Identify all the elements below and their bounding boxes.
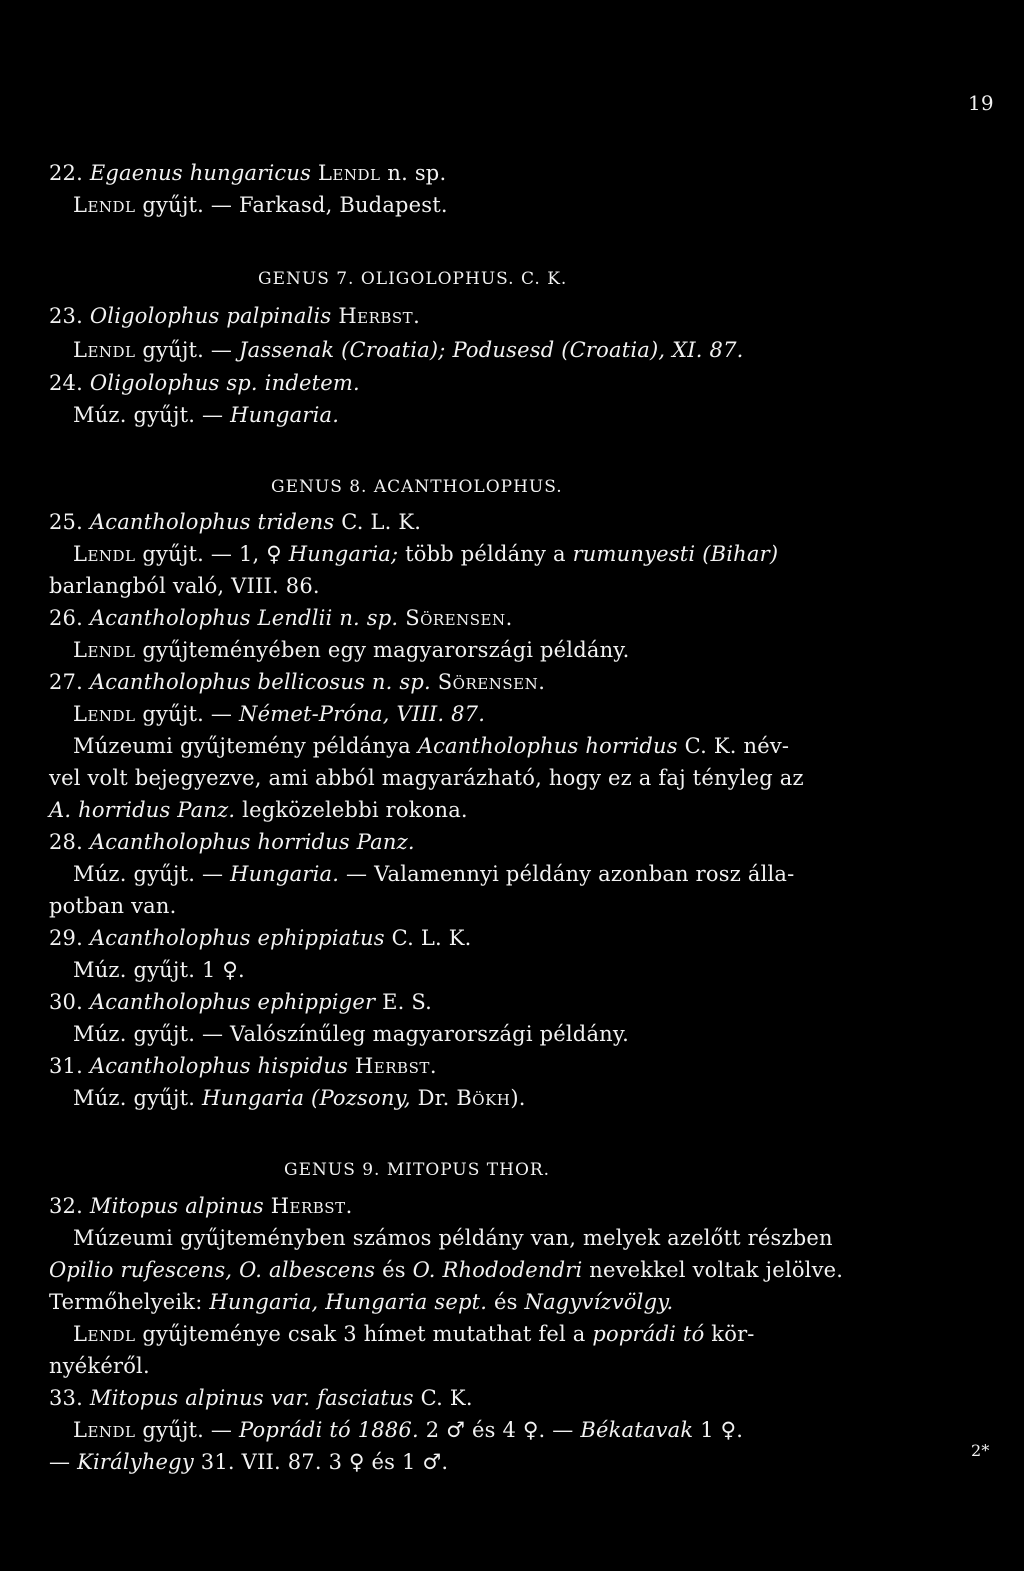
text-run: —	[49, 1450, 78, 1474]
text-run: Múz. gyűjt. 1 ♀.	[73, 958, 245, 982]
italic-run: Királyhegy	[77, 1450, 194, 1474]
text-run: gyűjt. —	[135, 338, 239, 362]
italic-run: Hungaria;	[288, 542, 399, 566]
entry-27-note-line3	[49, 797, 468, 823]
text-run: 33.	[49, 1386, 90, 1410]
italic-run: Egaenus hungaricus	[89, 161, 312, 185]
text-run: Múz. gyűjt. — Valószínűleg magyarországi példány.	[73, 1022, 630, 1046]
text-run: GENUS 9. MITOPUS THOR.	[284, 1160, 551, 1180]
italic-run: Acantholophus horridus	[417, 734, 678, 758]
italic-run: Acantholophus hispidus	[89, 1054, 349, 1078]
entry-33-collector	[73, 1417, 743, 1443]
entry-24-collector	[73, 402, 339, 428]
entry-30-title	[49, 989, 432, 1015]
entry-23-collector	[73, 337, 744, 363]
small-caps-run: Herbst.	[270, 1194, 353, 1218]
italic-run: Poprádi tó 1886.	[239, 1418, 419, 1442]
entry-29-collector	[73, 957, 245, 983]
entry-22-title	[49, 160, 446, 186]
text-run	[348, 1054, 355, 1078]
text-run: — Valamennyi példány azonban rosz álla-	[339, 862, 795, 886]
text-run: potban van.	[49, 894, 177, 918]
entry-31-title	[49, 1053, 437, 1079]
entry-32-title	[49, 1193, 353, 1219]
text-run: 25.	[49, 510, 90, 534]
text-run: Múz. gyűjt.	[73, 1086, 202, 1110]
text-run: E. S.	[375, 990, 433, 1014]
entry-27-title	[49, 669, 545, 695]
text-run: n. sp.	[380, 161, 447, 185]
italic-run: Hungaria.	[230, 403, 340, 427]
text-run: és	[375, 1258, 413, 1282]
text-run	[264, 1194, 271, 1218]
italic-run: Acantholophus ephippiatus	[89, 926, 385, 950]
italic-run: Hungaria, Hungaria sept.	[209, 1290, 488, 1314]
text-run: ).	[510, 1086, 526, 1110]
text-run: GENUS 8. ACANTHOLOPHUS.	[271, 477, 563, 497]
text-run: 31.	[49, 1054, 90, 1078]
entry-26-collector	[73, 637, 629, 663]
italic-run: Német-Próna, VIII. 87.	[239, 702, 486, 726]
text-run: 30.	[49, 990, 90, 1014]
text-run: 1 ♀.	[693, 1418, 744, 1442]
italic-run: A. horridus Panz.	[49, 798, 236, 822]
entry-33-title	[49, 1385, 473, 1411]
entry-28-title	[49, 829, 415, 855]
text-run	[311, 161, 318, 185]
text-run: 26.	[49, 606, 90, 630]
entry-22-collector	[73, 192, 448, 218]
text-run: C. K.	[413, 1386, 473, 1410]
text-run: Múz. gyűjt. —	[73, 403, 231, 427]
small-caps-run: Lendl	[73, 1418, 136, 1442]
italic-run: Oligolophus palpinalis	[89, 304, 332, 328]
italic-run: Acantholophus ephippiger	[89, 990, 376, 1014]
italic-run: rumunyesti (Bihar)	[572, 542, 779, 566]
text-run: barlangból való, VIII. 86.	[49, 574, 320, 598]
small-caps-run: Sörensen.	[405, 606, 513, 630]
entry-25-continuation	[49, 573, 320, 599]
small-caps-run: Lendl	[73, 542, 136, 566]
italic-run: Acantholophus tridens	[89, 510, 335, 534]
genus-9-heading	[284, 1157, 550, 1183]
italic-run: Mitopus alpinus	[89, 1194, 264, 1218]
italic-run: Acantholophus horridus Panz.	[89, 830, 415, 854]
text-run: gyűjt. —	[135, 1418, 239, 1442]
entry-27-note-line1	[73, 733, 789, 759]
entry-31-collector	[73, 1085, 526, 1111]
italic-run: Jassenak (Croatia); Podusesd (Croatia), XI. 87.	[239, 338, 744, 362]
text-run: gyűjteménye csak 3 hímet mutathat fel a	[135, 1322, 593, 1346]
italic-run: Acantholophus bellicosus n. sp.	[89, 670, 431, 694]
text-run: vel volt bejegyezve, ami abból magyarázható, hogy ez a faj tényleg az	[49, 766, 804, 790]
small-caps-run: Lendl	[73, 338, 136, 362]
genus-7-heading	[258, 266, 567, 292]
text-run: Termőhelyeik:	[49, 1290, 210, 1314]
text-run: 27.	[49, 670, 90, 694]
entry-32-note-line5	[49, 1353, 150, 1379]
text-run	[431, 670, 438, 694]
small-caps-run: Lendl	[73, 638, 136, 662]
genus-8-heading	[271, 474, 563, 500]
entry-32-note-line1	[73, 1225, 833, 1251]
entry-32-note-line4	[73, 1321, 755, 1347]
italic-run: poprádi tó	[592, 1322, 705, 1346]
entry-27-note-line2	[49, 765, 804, 791]
small-caps-run: Lendl	[73, 1322, 136, 1346]
text-run: Múzeumi gyűjteményben számos példány van, melyek azelőtt részben	[73, 1226, 833, 1250]
italic-run: Acantholophus Lendlii n. sp.	[89, 606, 399, 630]
entry-26-title	[49, 605, 513, 631]
text-run: nevekkel voltak jelölve.	[582, 1258, 844, 1282]
entry-25-collector	[73, 541, 778, 567]
small-caps-run: Bökh	[456, 1086, 511, 1110]
italic-run: Nagyvízvölgy.	[524, 1290, 674, 1314]
text-run: több példány a	[398, 542, 573, 566]
italic-run: Békatavak	[580, 1418, 694, 1442]
text-run: kör-	[704, 1322, 755, 1346]
text-run: gyűjt. —	[135, 702, 239, 726]
text-run: Múz. gyűjt. —	[73, 862, 231, 886]
entry-29-title	[49, 925, 472, 951]
text-run: 24.	[49, 371, 90, 395]
entry-27-collector	[73, 701, 485, 727]
small-caps-run: Lendl	[73, 702, 136, 726]
text-run: gyűjt. — 1, ♀	[135, 542, 289, 566]
entry-28-continuation	[49, 893, 176, 919]
text-run: GENUS 7. OLIGOLOPHUS. C. K.	[258, 269, 568, 289]
entry-25-title	[49, 509, 421, 535]
text-run: Múzeumi gyűjtemény példánya	[73, 734, 418, 758]
italic-run: Hungaria (Pozsony,	[201, 1086, 411, 1110]
italic-run: Hungaria.	[230, 862, 340, 886]
text-run: 22.	[49, 161, 90, 185]
page-number: 19	[968, 91, 994, 115]
text-run: nyékéről.	[49, 1354, 150, 1378]
text-run: gyűjt. — Farkasd, Budapest.	[135, 193, 448, 217]
small-caps-run: Herbst.	[354, 1054, 438, 1078]
signature-mark: 2*	[971, 1441, 990, 1460]
italic-run: Mitopus alpinus var. fasciatus	[89, 1386, 414, 1410]
text-run: 32.	[49, 1194, 90, 1218]
entry-23-title	[49, 303, 420, 329]
small-caps-run: Herbst.	[338, 304, 421, 328]
text-run: 28.	[49, 830, 90, 854]
small-caps-run: Sörensen.	[437, 670, 546, 694]
text-run: gyűjteményében egy magyarországi példány.	[135, 638, 630, 662]
italic-run: Oligolophus sp. indetem.	[89, 371, 360, 395]
text-run: 2 ♂ és 4 ♀. —	[418, 1418, 581, 1442]
small-caps-run: Lendl	[317, 161, 381, 185]
text-run: 29.	[49, 926, 90, 950]
entry-32-note-line3	[49, 1289, 673, 1315]
text-run: Dr.	[410, 1086, 457, 1110]
entry-28-collector	[73, 861, 794, 887]
entry-24-title	[49, 370, 360, 396]
entry-32-note-line2	[49, 1257, 843, 1283]
entry-30-collector	[73, 1021, 629, 1047]
entry-33-continuation	[49, 1449, 448, 1475]
italic-run: O. Rhododendri	[412, 1258, 583, 1282]
italic-run: Opilio rufescens, O. albescens	[49, 1258, 376, 1282]
text-run: legközelebbi rokona.	[235, 798, 468, 822]
text-run: 23.	[49, 304, 90, 328]
text-run: 31. VII. 87. 3 ♀ és 1 ♂.	[193, 1450, 449, 1474]
text-run: C. L. K.	[384, 926, 472, 950]
text-run: C. K. név-	[677, 734, 790, 758]
text-run: és	[487, 1290, 525, 1314]
text-run: C. L. K.	[334, 510, 422, 534]
small-caps-run: Lendl	[73, 193, 136, 217]
